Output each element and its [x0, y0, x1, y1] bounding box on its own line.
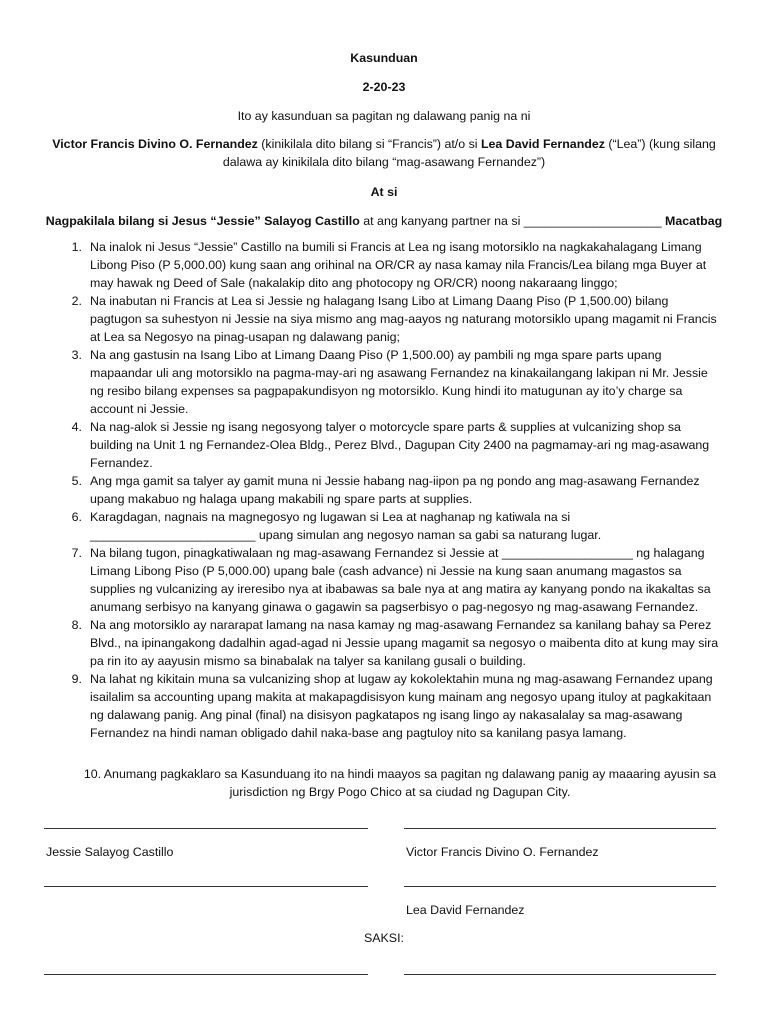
signer-jessie-name: Jessie Salayog Castillo — [46, 845, 174, 859]
signature-line-witness-1 — [44, 974, 368, 975]
item-text: Na bilang tugon, pinagkatiwalaan ng mag-asawang Fernandez si Jessie at ___________________ ng halagang Limang Libong Piso (P 5,000.00) upang bale (cash advance) ni Jessie na kung saan anumang magastos sa supplies ng vulcanizing ay ireresibo nya at ibabawas sa bale nya at ang matira ay kanyang pondo na ikakaltas sa anumang serbisyo na kanyang ginawa o gagawin sa pagserbisyo o pag-negosyo ng mag-asawang Fernandez. — [90, 546, 711, 614]
party1-text-b: (“Lea”) (kung silang dalawa ay kinikilala dito bilang “mag-asawang Fernandez”) — [222, 137, 716, 169]
signature-line-victor — [404, 828, 716, 829]
list-item — [60, 238, 722, 292]
first-party-paragraph — [50, 135, 718, 171]
list-item — [60, 418, 722, 472]
item-number: 9. — [71, 672, 82, 686]
signature-line-lea — [404, 886, 716, 887]
signer-victor-name: Victor Francis Divino O. Fernandez — [406, 845, 599, 859]
party1-name-francis: Victor Francis Divino O. Fernandez — [52, 137, 258, 151]
list-item — [60, 346, 722, 418]
list-item — [60, 616, 722, 670]
document-title: Kasunduan — [350, 51, 418, 65]
second-party-paragraph — [20, 212, 748, 230]
item-text: Karagdagan, nagnais na magnegosyo ng lugawan si Lea at naghanap ng katiwala na si ________________________ upang simulan ang negosyo naman sa gabi sa naturang lugar. — [90, 510, 602, 542]
witness-heading: SAKSI: — [364, 931, 404, 945]
item-number: 6. — [71, 510, 82, 524]
party1-text-a: (kinikilala dito bilang si “Francis”) at/o si — [257, 137, 481, 151]
item-text: Na ang gastusin na Isang Libo at Limang Daang Piso (P 1,500.00) ay pambili ng mga spare parts upang mapaandar uli ang motorsiklo na pagma-may-ari ng asawang Fernandez na kinakailangang lakipan ni Mr. Jessie ng resibo bilang expenses sa pagpapakundisyon ng motorsiklo. Kung hindi ito matugunan ay ito’y charge sa account ni Jessie. — [90, 348, 708, 416]
item-text: Ang mga gamit sa talyer ay gamit muna ni Jessie habang nag-iipon pa ng pondo ang mag-asawang Fernandez upang makabuo ng halaga upang makabili ng spare parts at supplies. — [90, 474, 700, 506]
list-item — [60, 472, 722, 508]
party2-tail: Macatbag — [665, 214, 723, 228]
item-text: Na lahat ng kikitain muna sa vulcanizing shop at lugaw ay kokolektahin muna ng mag-asawang Fernandez upang isailalim sa accounting upang makita at makapagdisisyon kung mainam ang negosyo upang ituloy at pagkakitaan ng dalawang panig. Ang pinal (final) na disisyon pagkatapos ng isang lingo ay nakasalalay sa mag-asawang Fernandez na hindi naman obligado dahil naka-base ang pagtuloy nito sa kanilang pasya lamang. — [90, 672, 713, 740]
document-date: 2-20-23 — [362, 80, 406, 94]
item-number: 3. — [71, 348, 82, 362]
intro-line: Ito ay kasunduan sa pagitan ng dalawang panig na ni — [237, 109, 531, 123]
signer-lea-name: Lea David Fernandez — [406, 903, 525, 917]
at-si-heading: At si — [370, 185, 398, 199]
list-item — [60, 508, 722, 544]
signature-line-witness-2 — [404, 974, 716, 975]
party2-text: at ang kanyang partner na si ____________________ — [359, 214, 666, 228]
list-item — [60, 544, 722, 616]
signature-line-jessie — [44, 828, 368, 829]
party2-lead: Nagpakilala bilang si Jesus “Jessie” Salayog Castillo — [45, 214, 360, 228]
item-text: Na ang motorsiklo ay nararapat lamang na nasa kamay ng mag-asawang Fernandez sa kanilang bahay sa Perez Blvd., na ipinangakong dadalhin agad-agad ni Jessie upang magamit sa negosyo o maibenta dito at kung may sira pa rin ito ay aayusin mismo sa binabalak na talyer sa kanilang gusali o building. — [90, 618, 719, 668]
item-number: 7. — [71, 546, 82, 560]
item-text: Na nag-alok si Jessie ng isang negosyong talyer o motorcycle spare parts & supplies at vulcanizing shop sa building na Unit 1 ng Fernandez-Olea Bldg., Perez Blvd., Dagupan City 2400 na pagmamay-ari ng mag-asawang Fernandez. — [90, 420, 710, 470]
item-number: 1. — [71, 240, 82, 254]
item-number: 5. — [71, 474, 82, 488]
item-number: 2. — [71, 294, 82, 308]
terms-list — [60, 238, 722, 742]
list-item — [60, 670, 722, 742]
party1-name-lea: Lea David Fernandez — [480, 137, 605, 151]
signature-line-partner — [44, 886, 368, 887]
item-10: 10. Anumang pagkaklaro sa Kasunduang ito na hindi maayos sa pagitan ng dalawang panig ay maaaring ayusin sa jurisdiction ng Brgy Pogo Chico at sa ciudad ng Dagupan City. — [83, 767, 717, 799]
item-text: Na inalok ni Jesus “Jessie” Castillo na bumili si Francis at Lea ng isang motorsiklo na nagkakahalagang Limang Libong Piso (P 5,000.00) kung saan ang orihinal na OR/CR ay nasa kamay nila Francis/Lea bilang mga Buyer at may hawak ng Deed of Sale (nakalakip dito ang photocopy ng OR/CR) noong nakaraang linggo; — [90, 240, 707, 290]
list-item — [60, 292, 722, 346]
item-text: Na inabutan ni Francis at Lea si Jessie ng halagang Isang Libo at Limang Daang Piso (P 1,500.00) bilang pagtugon sa suhestyon ni Jessie na siya mismo ang mag-aayos ng naturang motorsiklo upang magamit ni Francis at Lea sa Negosyo na pinag-usapan ng dalawang panig; — [90, 294, 717, 344]
item-number: 4. — [71, 420, 82, 434]
item-number: 8. — [71, 618, 82, 632]
